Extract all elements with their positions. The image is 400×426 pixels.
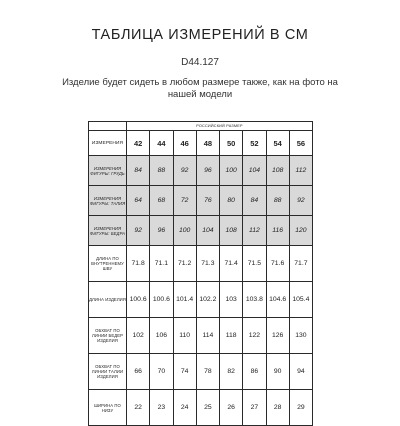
- size-header-cell: 48: [196, 131, 219, 156]
- table-cell: 70: [150, 354, 173, 390]
- table-cell: 112: [289, 156, 312, 186]
- table-cell: 64: [127, 186, 150, 216]
- table-cell: 71.3: [196, 246, 219, 282]
- table-cell: 96: [196, 156, 219, 186]
- table-cell: 102.2: [196, 282, 219, 318]
- size-header-cell: 54: [266, 131, 289, 156]
- table-cell: 92: [173, 156, 196, 186]
- table-cell: 90: [266, 354, 289, 390]
- row-label: ОБХВАТ ПО ЛИНИИ БЕДЕР ИЗДЕЛИЯ: [89, 318, 127, 354]
- table-cell: 108: [266, 156, 289, 186]
- table-cell: 102: [127, 318, 150, 354]
- table-cell: 92: [127, 216, 150, 246]
- table-cell: 28: [266, 390, 289, 426]
- table-cell: 71.4: [220, 246, 243, 282]
- table-cell: 23: [150, 390, 173, 426]
- row-label: ОБХВАТ ПО ЛИНИИ ТАЛИИ ИЗДЕЛИЯ: [89, 354, 127, 390]
- table-cell: 71.7: [289, 246, 312, 282]
- table-cell: 72: [173, 186, 196, 216]
- product-code: D44.127: [181, 57, 219, 68]
- table-cell: 110: [173, 318, 196, 354]
- table-cell: 103.8: [243, 282, 266, 318]
- size-group-header: РОССИЙСКИЙ РАЗМЕР: [127, 122, 313, 131]
- table-row: [89, 156, 313, 186]
- table-cell: 74: [173, 354, 196, 390]
- table-cell: 106: [150, 318, 173, 354]
- row-label: ШИРИНА ПО НИЗУ: [89, 390, 127, 426]
- table-cell: 96: [150, 216, 173, 246]
- table-cell: 22: [127, 390, 150, 426]
- table-cell: 114: [196, 318, 219, 354]
- table-cell: 104: [243, 156, 266, 186]
- empty-corner-cell: [89, 122, 127, 131]
- table-cell: 76: [196, 186, 219, 216]
- fit-note-line-1: Изделие будет сидеть в любом размере также, как на фото на: [62, 77, 338, 88]
- table-cell: 100.6: [150, 282, 173, 318]
- table-row: [89, 246, 313, 282]
- table-cell: 71.6: [266, 246, 289, 282]
- table-cell: 88: [150, 156, 173, 186]
- table-cell: 71.8: [127, 246, 150, 282]
- table-cell: 94: [289, 354, 312, 390]
- table-row: [89, 282, 313, 318]
- row-label: ИЗМЕРЕНИЯ ФИГУРЫ: БЕДРА: [89, 216, 127, 246]
- table-cell: 92: [289, 186, 312, 216]
- table-cell: 27: [243, 390, 266, 426]
- table-cell: 100: [220, 156, 243, 186]
- page-title: ТАБЛИЦА ИЗМЕРЕНИЙ В СМ: [91, 27, 309, 43]
- size-header-cell: 46: [173, 131, 196, 156]
- size-header-row: [89, 131, 313, 156]
- table-cell: 108: [220, 216, 243, 246]
- table-cell: 71.1: [150, 246, 173, 282]
- table-cell: 104.6: [266, 282, 289, 318]
- table-cell: 84: [127, 156, 150, 186]
- table-cell: 82: [220, 354, 243, 390]
- table-cell: 68: [150, 186, 173, 216]
- table-cell: 126: [266, 318, 289, 354]
- table-cell: 120: [289, 216, 312, 246]
- table-cell: 26: [220, 390, 243, 426]
- size-header-cell: 44: [150, 131, 173, 156]
- measurements-header: ИЗМЕРЕНИЯ: [89, 131, 127, 156]
- table-cell: 101.4: [173, 282, 196, 318]
- row-label: ИЗМЕРЕНИЯ ФИГУРЫ: ТАЛИЯ: [89, 186, 127, 216]
- table-cell: 105.4: [289, 282, 312, 318]
- table-cell: 25: [196, 390, 219, 426]
- row-label: ИЗМЕРЕНИЯ ФИГУРЫ: ГРУДЬ: [89, 156, 127, 186]
- table-cell: 118: [220, 318, 243, 354]
- table-cell: 100.6: [127, 282, 150, 318]
- table-row: [89, 216, 313, 246]
- table-cell: 112: [243, 216, 266, 246]
- size-group-header-row: [89, 122, 313, 131]
- table-cell: 71.2: [173, 246, 196, 282]
- table-row: [89, 354, 313, 390]
- fit-note: [0, 77, 400, 101]
- fit-note-line-2: нашей модели: [167, 89, 233, 100]
- table-row: [89, 390, 313, 426]
- table-cell: 29: [289, 390, 312, 426]
- size-table: [88, 121, 313, 426]
- table-cell: 71.5: [243, 246, 266, 282]
- table-cell: 100: [173, 216, 196, 246]
- table-row: [89, 186, 313, 216]
- size-header-cell: 42: [127, 131, 150, 156]
- table-row: [89, 318, 313, 354]
- table-cell: 78: [196, 354, 219, 390]
- table-cell: 80: [220, 186, 243, 216]
- table-cell: 66: [127, 354, 150, 390]
- table-cell: 116: [266, 216, 289, 246]
- table-cell: 103: [220, 282, 243, 318]
- table-cell: 104: [196, 216, 219, 246]
- size-header-cell: 52: [243, 131, 266, 156]
- size-header-cell: 56: [289, 131, 312, 156]
- table-cell: 130: [289, 318, 312, 354]
- table-cell: 24: [173, 390, 196, 426]
- size-header-cell: 50: [220, 131, 243, 156]
- table-cell: 122: [243, 318, 266, 354]
- table-cell: 84: [243, 186, 266, 216]
- row-label: ДЛИНА ИЗДЕЛИЯ: [89, 282, 127, 318]
- table-cell: 86: [243, 354, 266, 390]
- row-label: ДЛИНА ПО ВНУТРЕННЕМУ ШВУ: [89, 246, 127, 282]
- table-cell: 88: [266, 186, 289, 216]
